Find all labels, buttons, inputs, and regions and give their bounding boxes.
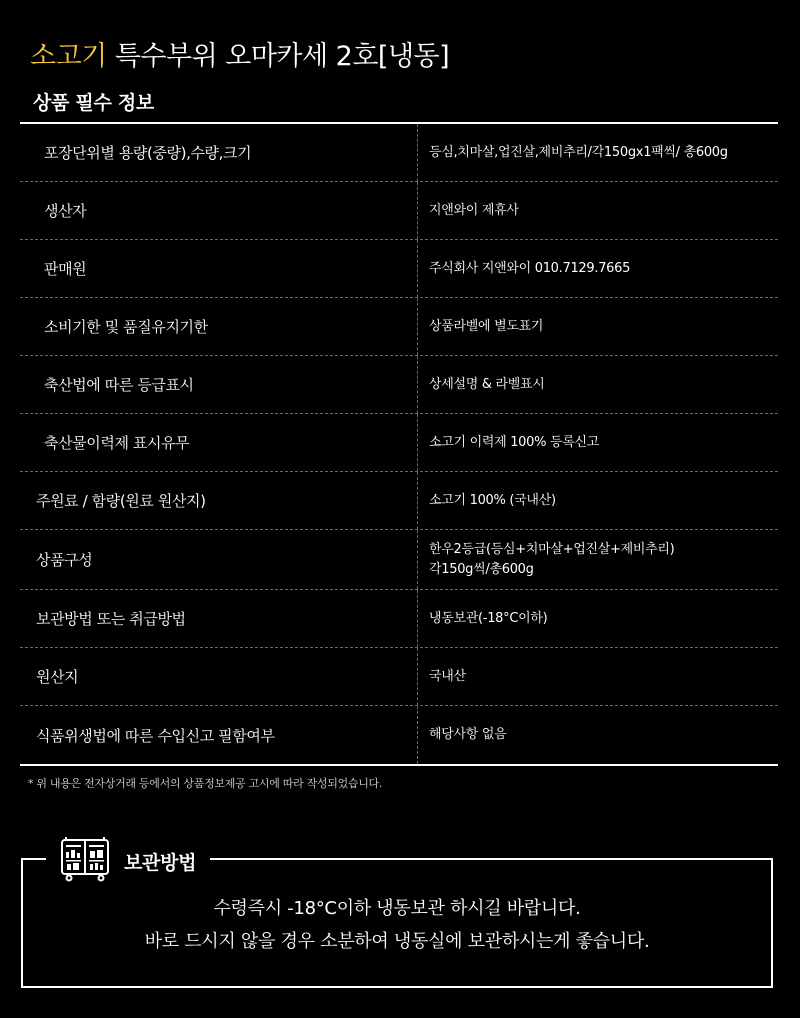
row-value	[418, 356, 778, 413]
product-info-table	[20, 122, 778, 766]
row-value-text: 한우2등급(등심+치마살+업진살+제비추리)	[429, 541, 675, 557]
storage-heading: 보관방법	[124, 851, 197, 874]
row-label: 주원료 / 함량(원료 원산지)	[20, 472, 418, 529]
row-value-text: 소고기 이력제 100% 등록신고	[429, 434, 600, 450]
product-title	[30, 34, 449, 73]
row-value-text: 등심,치마살,업진살,제비추리/각150gx1팩씩/ 총600g	[429, 144, 728, 160]
row-value	[418, 648, 778, 705]
product-title-rest: 특수부위 오마카세 2호[냉동]	[106, 41, 450, 72]
row-value	[418, 706, 778, 764]
row-value-text: 상품라벨에 별도표기	[429, 318, 544, 334]
row-label: 판매원	[20, 240, 418, 297]
table-row	[20, 182, 778, 240]
row-value	[418, 240, 778, 297]
row-label: 소비기한 및 품질유지기한	[20, 298, 418, 355]
row-value	[418, 298, 778, 355]
row-value-text: 지앤와이 제휴사	[429, 202, 519, 218]
row-value-text: 소고기 100% (국내산)	[429, 492, 556, 508]
product-title-accent: 소고기	[30, 41, 107, 72]
table-row	[20, 648, 778, 706]
table-row	[20, 240, 778, 298]
refrigerator-icon	[60, 836, 110, 886]
row-label: 축산법에 따른 등급표시	[20, 356, 418, 413]
table-row	[20, 356, 778, 414]
row-value	[418, 472, 778, 529]
storage-line-1: 수령즉시 -18°C이하 냉동보관 하시길 바랍니다.	[213, 898, 581, 919]
table-row	[20, 590, 778, 648]
row-label: 보관방법 또는 취급방법	[20, 590, 418, 647]
row-value-text: 상세설명 & 라벨표시	[429, 376, 545, 392]
row-value-text: 주식회사 지앤와이 010.7129.7665	[429, 260, 631, 276]
storage-instructions	[21, 892, 773, 958]
row-value	[418, 530, 778, 589]
footnote: * 위 내용은 전자상거래 등에서의 상품정보제공 고시에 따라 작성되었습니다.	[28, 777, 383, 790]
table-row	[20, 124, 778, 182]
row-value-text: 냉동보관(-18°C이하)	[429, 610, 548, 626]
row-value	[418, 124, 778, 181]
table-row	[20, 530, 778, 590]
row-label: 포장단위별 용량(중량),수량,크기	[20, 124, 418, 181]
row-label: 축산물이력제 표시유무	[20, 414, 418, 471]
storage-line-2: 바로 드시지 않을 경우 소분하여 냉동실에 보관하시는게 좋습니다.	[144, 931, 650, 952]
row-label: 상품구성	[20, 530, 418, 589]
row-value-text-line2: 각150g씩/총600g	[429, 561, 534, 577]
row-value	[418, 590, 778, 647]
row-value-text: 국내산	[429, 668, 466, 684]
row-label: 식품위생법에 따른 수입신고 필함여부	[20, 706, 418, 764]
storage-header	[46, 836, 210, 886]
row-value-text: 해당사항 없음	[429, 727, 507, 742]
table-row	[20, 706, 778, 764]
row-value	[418, 414, 778, 471]
table-row	[20, 472, 778, 530]
table-row	[20, 298, 778, 356]
table-row	[20, 414, 778, 472]
section-title: 상품 필수 정보	[33, 92, 154, 114]
row-value	[418, 182, 778, 239]
row-label: 원산지	[20, 648, 418, 705]
row-label: 생산자	[20, 182, 418, 239]
